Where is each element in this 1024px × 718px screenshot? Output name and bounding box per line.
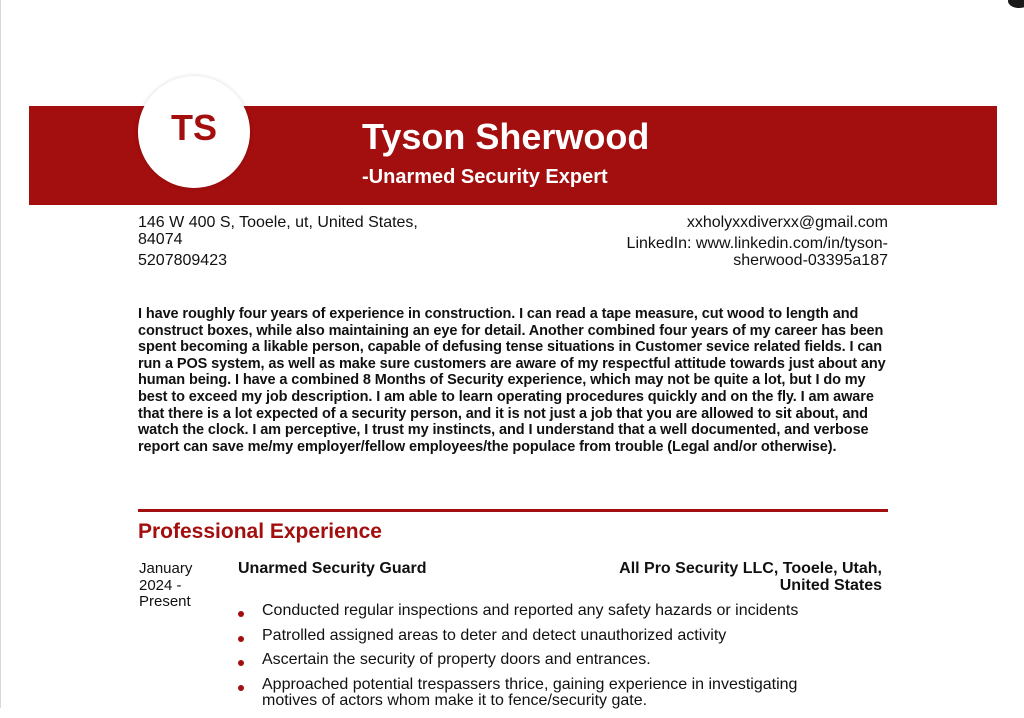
contact-right: [588, 214, 888, 269]
phone: 5207809423: [138, 252, 227, 269]
bullet-item: [236, 603, 856, 620]
experience-heading: Professional Experience: [138, 520, 382, 543]
candidate-title: -Unarmed Security Expert: [362, 166, 608, 188]
bullet-text: Ascertain the security of property doors and entrances.: [262, 651, 651, 668]
contact-left: [138, 214, 448, 269]
bullet-icon: [238, 636, 244, 642]
bullet-item: [236, 652, 856, 669]
candidate-name: Tyson Sherwood: [362, 116, 650, 157]
job-dates: January 2024 - Present: [139, 560, 193, 610]
summary-paragraph: I have roughly four years of experience in construction. I can read a tape measure, cut wood to length and construct boxes, while also maintaining an eye for detail. Another combined four years of my career has been spent becoming a likable person, capable of defusing tense situations in Customer sevice related fields. I can run a POS system, as well as make sure customers are aware of my respectful attitude towards just about any human being. I have a combined 8 Months of Security experience, which may not be quite a lot, but I do my best to exceed my job description. I am able to learn operating procedures quickly and on the fly. I am aware that there is a lot expected of a security person, and it is not just a job that you are allowed to sit about, and watch the clock. I am perceptive, I trust my instincts, and I understand that a well documented, and verbose report can save me/my employer/fellow employees/the populace from trouble (Legal and/or otherwise).: [138, 306, 886, 455]
job-company: All Pro Security LLC, Tooele, Utah, United States: [619, 560, 882, 594]
bullet-icon: [238, 660, 244, 666]
section-divider: [138, 509, 888, 512]
linkedin-link[interactable]: LinkedIn: www.linkedin.com/in/tyson-sherwood-03395a187: [626, 235, 888, 269]
job-bullets: [236, 603, 856, 718]
bullet-text: Patrolled assigned areas to deter and detect unauthorized activity: [262, 626, 727, 644]
address: 146 W 400 S, Tooele, ut, United States, 84074: [138, 214, 418, 248]
bullet-text: Conducted regular inspections and reported any safety hazards or incidents: [262, 602, 799, 619]
bullet-text: Approached potential trespassers thrice, gaining experience in investigating motives of actors whom make it to fence/security gate.: [262, 675, 798, 709]
bullet-icon: [238, 611, 244, 617]
email-link[interactable]: xxholyxxdiverxx@gmail.com: [686, 214, 888, 231]
window-corner: [1008, 0, 1024, 8]
page-edge: [0, 0, 1, 708]
bullet-item: [236, 628, 856, 645]
monogram-avatar: [138, 76, 250, 188]
monogram-initials: TS: [170, 107, 217, 148]
bullet-item: [236, 677, 856, 710]
bullet-icon: [238, 685, 244, 691]
job-role: Unarmed Security Guard: [238, 560, 427, 577]
